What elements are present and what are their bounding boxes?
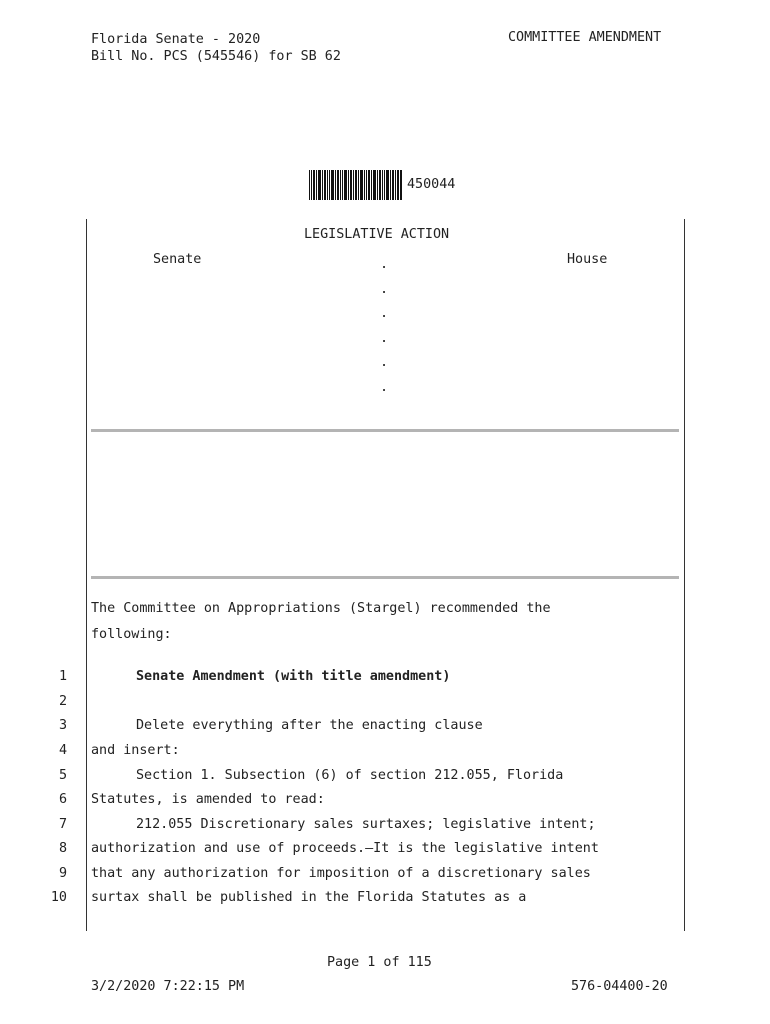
right-margin-rule — [684, 219, 685, 931]
line-number: 7 — [58, 817, 67, 832]
left-margin-rule — [86, 219, 87, 931]
header-bill-number: Bill No. PCS (545546) for SB 62 — [91, 49, 341, 64]
line-number: 9 — [58, 866, 67, 881]
house-column-label: House — [567, 252, 608, 267]
amendment-heading: Senate Amendment (with title amendment) — [136, 669, 451, 684]
section-divider-top — [91, 429, 679, 432]
line-text: 212.055 Discretionary sales surtaxes; legislative intent; — [136, 817, 596, 832]
footer-document-code: 576-04400-20 — [571, 979, 668, 994]
header-document-type: COMMITTEE AMENDMENT — [508, 30, 662, 45]
barcode-image — [309, 170, 402, 200]
header-senate-year: Florida Senate - 2020 — [91, 32, 261, 47]
line-text: Delete everything after the enacting clause — [136, 718, 483, 733]
line-number: 8 — [58, 841, 67, 856]
page-number: Page 1 of 115 — [327, 955, 432, 970]
line-text: Statutes, is amended to read: — [91, 792, 325, 807]
line-number: 3 — [58, 718, 67, 733]
line-number: 5 — [58, 768, 67, 783]
intro-line-1: The Committee on Appropriations (Stargel) recommended the — [91, 601, 551, 616]
footer-timestamp: 3/2/2020 7:22:15 PM — [91, 979, 245, 994]
legislative-action-title: LEGISLATIVE ACTION — [304, 227, 450, 242]
action-dots-column: . . . . . . — [380, 257, 389, 395]
line-number: 1 — [58, 669, 67, 684]
line-number: 4 — [58, 743, 67, 758]
intro-line-2: following: — [91, 627, 172, 642]
line-text: and insert: — [91, 743, 180, 758]
senate-column-label: Senate — [153, 252, 202, 267]
barcode-number: 450044 — [407, 177, 456, 192]
section-divider-bottom — [91, 576, 679, 579]
line-text: Section 1. Subsection (6) of section 212.055, Florida — [136, 768, 564, 783]
line-number: 6 — [58, 792, 67, 807]
line-text: that any authorization for imposition of a discretionary sales — [91, 866, 591, 881]
line-text: authorization and use of proceeds.—It is the legislative intent — [91, 841, 599, 856]
line-text: surtax shall be published in the Florida Statutes as a — [91, 890, 527, 905]
line-number: 10 — [50, 890, 67, 905]
line-number: 2 — [58, 694, 67, 709]
